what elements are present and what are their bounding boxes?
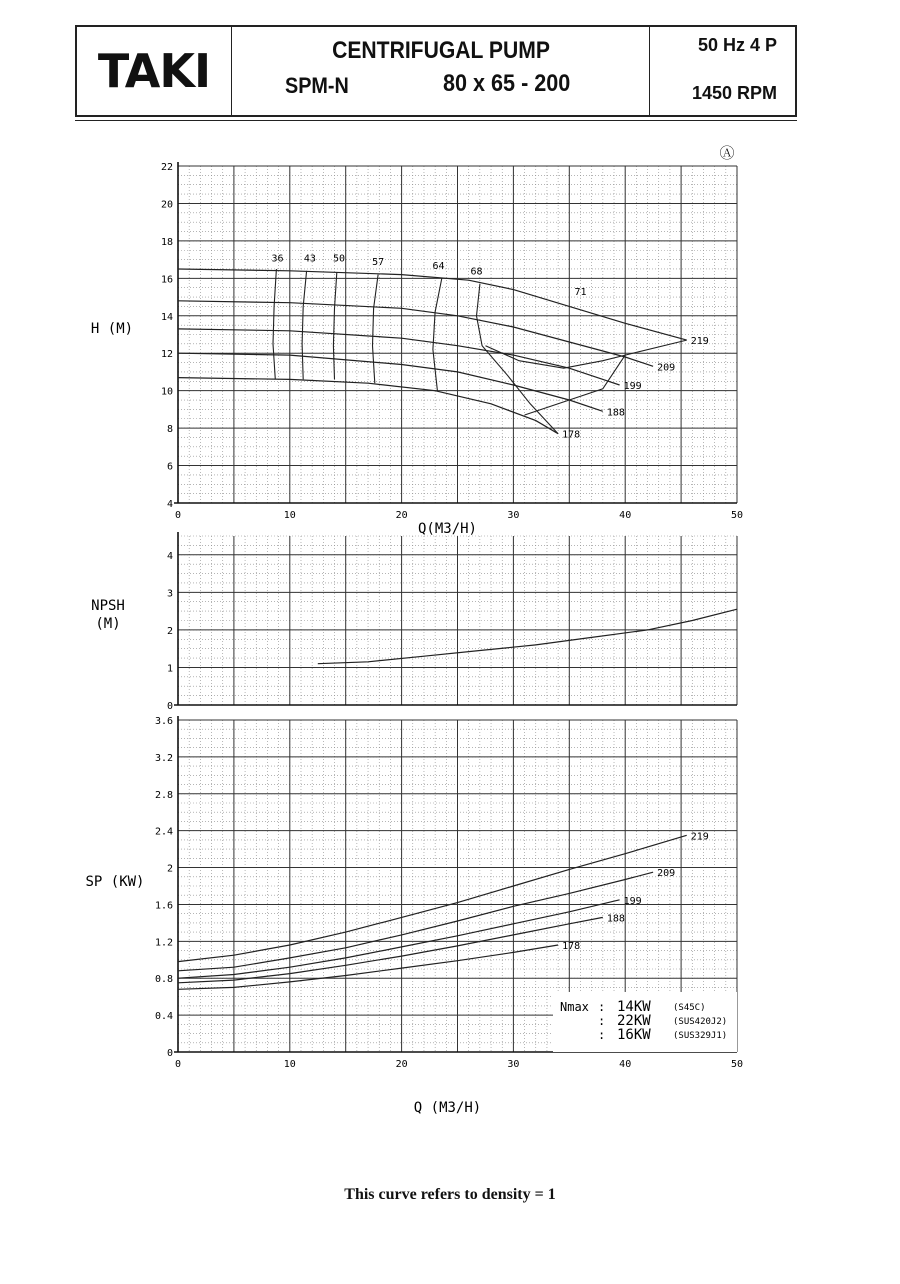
efficiency-label: 64 [432, 260, 445, 272]
series-line-219 [178, 835, 687, 961]
nmax-value: 22KW [617, 1013, 651, 1029]
efficiency-curve [433, 278, 442, 390]
y-tick-label: 2.8 [154, 789, 173, 801]
nmax-separator: : [598, 1014, 606, 1028]
series-label: 209 [657, 362, 676, 374]
nmax-label: Nmax [560, 1000, 589, 1014]
efficiency-label: 43 [303, 253, 316, 265]
npsh-chart [91, 532, 737, 712]
series-line-178 [178, 378, 558, 434]
y-tick-label: 1 [166, 663, 173, 675]
efficiency-label: 57 [372, 257, 385, 269]
x-axis-label: Q (M3/H) [413, 1100, 482, 1116]
efficiency-label: 68 [470, 266, 483, 278]
series-line-199 [178, 900, 620, 978]
series-line-npsh [318, 609, 737, 664]
y-tick-label: 0.4 [154, 1011, 173, 1023]
y-tick-label: 20 [160, 199, 173, 211]
efficiency-curve [273, 269, 276, 379]
efficiency-label: 36 [271, 253, 284, 265]
series-label: 209 [657, 868, 676, 880]
series-label: 199 [623, 895, 642, 907]
x-tick-label: 10 [283, 1059, 296, 1070]
density-footnote: This curve refers to density = 1 [344, 1186, 556, 1203]
y-tick-label: 1.6 [154, 900, 173, 912]
series-label: 188 [606, 407, 625, 419]
x-tick-label: 40 [619, 510, 632, 521]
nmax-material: (SUS420J2) [673, 1017, 728, 1027]
y-tick-label: 3.6 [154, 716, 173, 727]
nmax-value: 14KW [617, 999, 651, 1015]
y-tick-label: 16 [160, 274, 173, 286]
y-tick-label: 0.8 [154, 974, 173, 986]
y-tick-label: 4 [166, 499, 173, 510]
x-tick-label: 30 [507, 510, 520, 521]
y-tick-label: 22 [160, 162, 173, 173]
y-tick-label: 2 [166, 625, 173, 637]
efficiency-label: 71 [574, 287, 587, 299]
efficiency-label: 50 [332, 253, 346, 265]
series-label: 188 [606, 913, 625, 925]
x-tick-label: 50 [730, 1059, 744, 1070]
y-tick-label: 2 [166, 863, 173, 875]
x-tick-label: 20 [395, 510, 408, 521]
y-axis-label: NPSH [91, 598, 125, 614]
y-tick-label: 4 [166, 550, 173, 562]
pump-type-title: CENTRIFUGAL PUMP [332, 37, 550, 64]
series-label: 219 [690, 831, 709, 843]
x-tick-label: 30 [507, 1059, 520, 1070]
corner-mark: Ⓐ [719, 144, 735, 162]
rotation-speed: 1450 RPM [691, 83, 777, 103]
nmax-separator: : [598, 1000, 606, 1014]
frequency-poles: 50 Hz 4 P [697, 35, 777, 55]
y-tick-label: 18 [160, 236, 173, 248]
pump-size: 80 x 65 - 200 [443, 70, 571, 97]
y-tick-label: 1.2 [154, 937, 173, 949]
head-chart [91, 162, 743, 537]
x-axis-label: Q(M3/H) [417, 521, 478, 537]
series-label: 219 [690, 336, 709, 348]
y-tick-label: 0 [166, 1048, 173, 1059]
y-tick-label: 6 [166, 461, 173, 473]
y-tick-label: 3.2 [154, 752, 173, 764]
series-label: 199 [623, 381, 642, 393]
x-tick-label: 20 [395, 1059, 408, 1070]
y-axis-label: SP (KW) [85, 874, 145, 890]
series-label: 178 [562, 941, 581, 953]
shaft-power-chart [85, 716, 743, 1116]
series-label: 178 [562, 429, 581, 441]
nmax-separator: : [598, 1028, 606, 1042]
y-tick-label: 0 [166, 701, 173, 712]
y-axis-label: H (M) [90, 321, 134, 337]
y-tick-label: 8 [166, 424, 173, 436]
nmax-material: (SUS329J1) [673, 1031, 728, 1041]
brand-logo: TAKI [77, 27, 232, 115]
efficiency-curve [333, 273, 336, 380]
nmax-value: 16KW [617, 1027, 651, 1043]
x-tick-label: 50 [730, 510, 744, 521]
efficiency-curve [373, 275, 379, 384]
x-tick-label: 40 [619, 1059, 632, 1070]
y-tick-label: 2.4 [154, 826, 173, 838]
y-tick-label: 12 [160, 349, 173, 361]
y-tick-label: 10 [160, 386, 173, 398]
pump-model: SPM-N [285, 73, 349, 98]
nmax-material: (S45C) [673, 1003, 706, 1013]
y-tick-label: 3 [166, 588, 173, 600]
y-axis-label: (M) [95, 616, 121, 632]
x-tick-label: 0 [174, 1059, 182, 1070]
y-tick-label: 14 [160, 311, 173, 323]
x-tick-label: 10 [283, 510, 296, 521]
x-tick-label: 0 [174, 510, 182, 521]
